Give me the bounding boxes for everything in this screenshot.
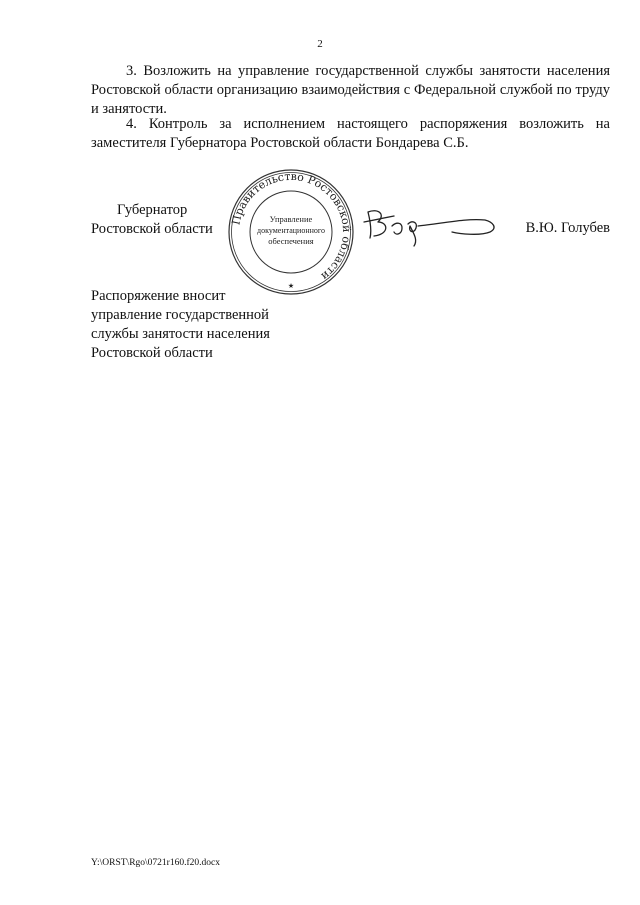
seal-inner-line3: обеспечения [268, 236, 314, 246]
official-seal [226, 167, 356, 297]
submitter-line4: Ростовской области [91, 345, 213, 361]
paragraph-3: 3. Возложить на управление государственной службы занятости населения Ростовской области организацию взаимодействия с Федеральной службой по труду и занятости. [91, 63, 610, 117]
submitter-line3: службы занятости населения [91, 326, 270, 342]
submitter-line1: Распоряжение вносит [91, 288, 226, 304]
paragraph-4: 4. Контроль за исполнением настоящего распоряжения возложить на заместителя Губернатора Ростовской области Бондарева С.Б. [91, 116, 610, 151]
page-number: 2 [317, 38, 323, 50]
submitter-note [91, 287, 311, 363]
handwritten-signature [360, 200, 500, 250]
governor-title-line2: Ростовской области [91, 221, 213, 237]
file-path: Y:\ORST\Rgo\0721r160.f20.docx [91, 858, 220, 868]
seal-outer-text: Правительство Ростовской области [229, 169, 354, 283]
governor-name: В.Ю. Голубев [525, 220, 610, 236]
submitter-line2: управление государственной [91, 307, 269, 323]
seal-inner-line1: Управление [269, 214, 313, 224]
seal-star-icon: ★ [287, 282, 295, 290]
seal-inner-line2: документационного [257, 226, 325, 235]
governor-title-line1: Губернатор [117, 202, 188, 218]
governor-title [91, 201, 226, 239]
